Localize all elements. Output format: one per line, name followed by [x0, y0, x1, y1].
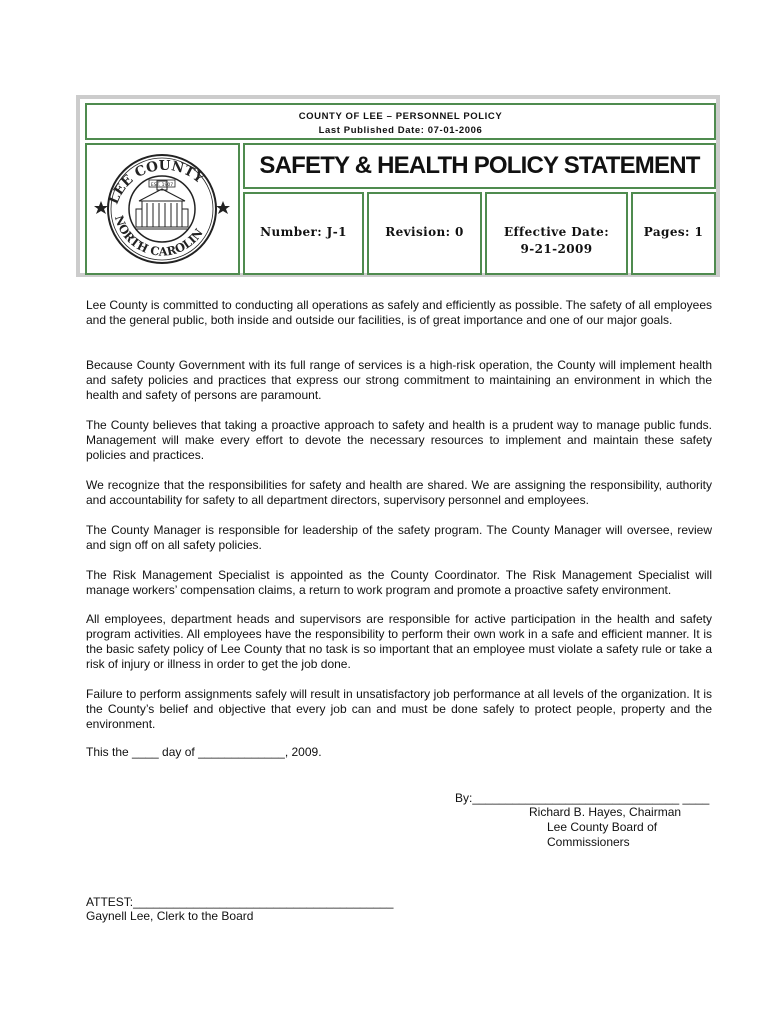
- seal-bottom-text: NORTH CAROLIN: [111, 213, 206, 259]
- paragraph: The Risk Management Specialist is appointed as the County Coordinator. The Risk Management Specialist will manage workers’ compensation claims, a return to work program and promote a proactive safety environment.: [86, 568, 712, 597]
- paragraph: Because County Government with its full range of services is a high-risk operation, the County will implement health and safety policies and practices that express our strong commitment to maintaining an environment in which the health and safety of persons are paramount.: [86, 358, 712, 402]
- document-title: SAFETY & HEALTH POLICY STATEMENT: [259, 152, 700, 179]
- signer-org: Lee County Board of: [547, 820, 658, 834]
- county-seal: [87, 145, 238, 273]
- policy-number: Number: J-1: [260, 225, 347, 239]
- published-date: Last Published Date: 07-01-2006: [318, 125, 483, 136]
- number-cell: [243, 192, 364, 275]
- signature-line: By:_______________________________ ____: [455, 791, 710, 805]
- seal-est-text: EST. 1907: [150, 183, 174, 188]
- effective-date-value: 9-21-2009: [520, 242, 593, 256]
- page-count: Pages: 1: [643, 225, 704, 239]
- paragraph: We recognize that the responsibilities for safety and health are shared. We are assigning the responsibility, authority and accountability for safety to all department directors, supervisory personnel and employees.: [86, 478, 712, 507]
- paragraph: The County believes that taking a proactive approach to safety and health is a prudent way to manage public funds. Management will make every effort to devote the necessary resources to implement and maintain these safety policies and practices.: [86, 418, 712, 462]
- seal-cell: [85, 143, 240, 275]
- star-icon: [94, 201, 108, 214]
- signer-name: Richard B. Hayes, Chairman: [529, 805, 682, 819]
- effective-date-label: Effective Date:: [503, 225, 610, 239]
- seal-top-text: LEE COUNTY: [105, 157, 207, 207]
- paragraph: Failure to perform assignments safely will result in unsatisfactory job performance at all levels of the organization. It is the County’s belief and objective that every job can and must be done safely to protect people, property and the environment.: [86, 687, 712, 731]
- policy-source: COUNTY OF LEE – PERSONNEL POLICY: [298, 111, 503, 122]
- paragraph: All employees, department heads and supervisors are responsible for active participation in the health and safety program activities. All employees have the responsibility to perform their own work in a safe and efficient manner. It is the basic safety policy of Lee County that no task is so important that an employee must violate a safety rule or take a risk of injury or illness in order to get the job done.: [86, 612, 712, 671]
- attest-line: ATTEST:_______________________________________: [86, 895, 394, 909]
- attest-name: Gaynell Lee, Clerk to the Board: [86, 909, 254, 923]
- courthouse-icon: [135, 181, 189, 229]
- revision-cell: [367, 192, 482, 275]
- policy-banner: [85, 103, 716, 140]
- star-icon: [216, 201, 230, 214]
- pages-cell: [631, 192, 716, 275]
- effective-date-cell: [485, 192, 628, 275]
- signer-org: Commissioners: [547, 835, 630, 849]
- date-line: This the ____ day of _____________, 2009.: [86, 745, 322, 759]
- revision-number: Revision: 0: [385, 225, 464, 239]
- paragraph: The County Manager is responsible for leadership of the safety program. The County Manager will oversee, review and sign off on all safety policies.: [86, 523, 712, 552]
- policy-header: [76, 95, 720, 277]
- title-cell: [243, 143, 716, 189]
- paragraph: Lee County is committed to conducting all operations as safely and efficiently as possible. The safety of all employees and the general public, both inside and outside our facilities, is of great importance and one of our major goals.: [86, 298, 712, 327]
